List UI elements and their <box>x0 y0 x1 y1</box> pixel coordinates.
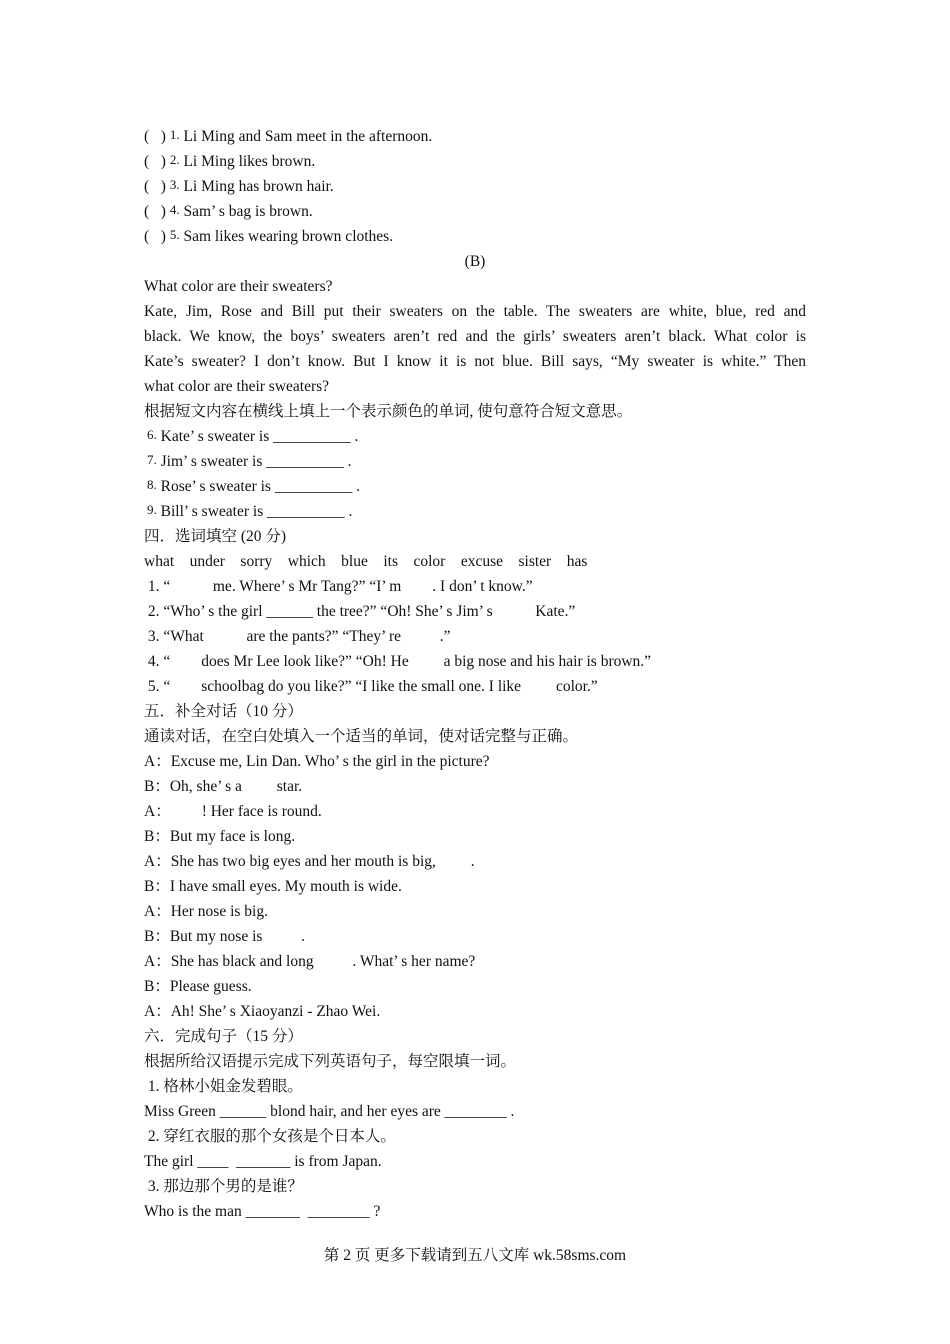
item-text: Sam’ s bag is brown. <box>183 203 313 220</box>
passage-line: Kate, Jim, Rose and Bill put their sweaters on the table. The sweaters are white, blue, red and <box>144 303 806 320</box>
passage-label: (B) <box>464 253 486 270</box>
dialogue-line: B：Please guess. <box>144 978 252 995</box>
fill-item <box>144 499 806 524</box>
tf-item <box>144 149 806 174</box>
section-instruction: 根据所给汉语提示完成下列英语句子，每空限填一词。 <box>144 1053 517 1070</box>
exercise-line: 3. 那边那个男的是谁？ <box>144 1178 303 1195</box>
dialogue-line: A：She has two big eyes and her mouth is big, . <box>144 853 475 870</box>
answer-paren: ( ) <box>144 128 166 145</box>
item-text: Li Ming has brown hair. <box>183 178 334 195</box>
item-number: 1. <box>169 127 180 142</box>
section-instruction: 通读对话，在空白处填入一个适当的单词，使对话完整与正确。 <box>144 728 579 745</box>
passage-title: What color are their sweaters? <box>144 278 333 295</box>
item-number: 3. <box>169 177 180 192</box>
tf-item <box>144 224 806 249</box>
tf-item <box>144 199 806 224</box>
exercise-line: Miss Green ______ blond hair, and her eyes are ________ . <box>144 1103 515 1120</box>
dialogue-line: A： ! Her face is round. <box>144 803 322 820</box>
document-page <box>144 124 806 1224</box>
item-number: 8. <box>147 477 157 492</box>
item-number: 7. <box>147 452 157 467</box>
exercise-line: 2. 穿红衣服的那个女孩是个日本人。 <box>144 1128 396 1145</box>
item-text: Li Ming likes brown. <box>183 153 316 170</box>
exercise-item: 3. “What are the pants?” “They’ re .” <box>144 628 451 645</box>
fill-item <box>144 449 806 474</box>
dialogue-line: A：Her nose is big. <box>144 903 268 920</box>
item-number: 4. <box>169 202 180 217</box>
dialogue-line: B：Oh, she’ s a star. <box>144 778 303 795</box>
item-number: 2. <box>169 152 180 167</box>
passage-instruction: 根据短文内容在横线上填上一个表示颜色的单词, 使句意符合短文意思。 <box>144 403 633 420</box>
dialogue-line: A：Ah! She’ s Xiaoyanzi - Zhao Wei. <box>144 1003 381 1020</box>
exercise-item: 5. “ schoolbag do you like?” “I like the small one. I like color.” <box>144 678 598 695</box>
exercise-item: 4. “ does Mr Lee look like?” “Oh! He a big nose and his hair is brown.” <box>144 653 652 670</box>
item-text: Sam likes wearing brown clothes. <box>183 228 394 245</box>
dialogue-line: A：She has black and long . What’ s her name? <box>144 953 476 970</box>
item-text: Rose’ s sweater is __________ . <box>160 478 361 495</box>
item-number: 5. <box>169 227 180 242</box>
exercise-line: 1. 格林小姐金发碧眼。 <box>144 1078 303 1095</box>
item-number: 9. <box>147 502 157 517</box>
item-text: Bill’ s sweater is __________ . <box>160 503 353 520</box>
answer-paren: ( ) <box>144 178 166 195</box>
fill-item <box>144 474 806 499</box>
exercise-line: Who is the man _______ ________ ? <box>144 1203 381 1220</box>
word-bank: what under sorry which blue its color excuse sister has <box>144 553 588 570</box>
exercise-item: 1. “ me. Where’ s Mr Tang?” “I’ m . I don’ t know.” <box>144 578 533 595</box>
page-footer: 第 2 页 更多下载请到五八文库 wk.58sms.com <box>323 1247 627 1264</box>
dialogue-line: A：Excuse me, Lin Dan. Who’ s the girl in the picture? <box>144 753 490 770</box>
fill-item <box>144 424 806 449</box>
section-heading: 六．完成句子（15 分） <box>144 1028 303 1045</box>
item-text: Li Ming and Sam meet in the afternoon. <box>183 128 433 145</box>
item-text: Kate’ s sweater is __________ . <box>160 428 359 445</box>
answer-paren: ( ) <box>144 228 166 245</box>
section-heading: 五．补全对话（10 分） <box>144 703 303 720</box>
exercise-line: The girl ____ _______ is from Japan. <box>144 1153 382 1170</box>
item-number: 6. <box>147 427 157 442</box>
dialogue-line: B：But my face is long. <box>144 828 296 845</box>
tf-item <box>144 124 806 149</box>
dialogue-line: B：But my nose is . <box>144 928 306 945</box>
passage-line: Kate’s sweater? I don’t know. But I know it is not blue. Bill says, “My sweater is white.” Then <box>144 353 806 370</box>
tf-item <box>144 174 806 199</box>
exercise-item: 2. “Who’ s the girl ______ the tree?” “Oh! She’ s Jim’ s Kate.” <box>144 603 576 620</box>
answer-paren: ( ) <box>144 153 166 170</box>
passage-line: what color are their sweaters? <box>144 378 330 395</box>
answer-paren: ( ) <box>144 203 166 220</box>
section-heading: 四．选词填空 (20 分) <box>144 528 287 545</box>
passage-line: black. We know, the boys’ sweaters aren’t red and the girls’ sweaters aren’t black. What color is <box>144 328 806 345</box>
dialogue-line: B：I have small eyes. My mouth is wide. <box>144 878 402 895</box>
item-text: Jim’ s sweater is __________ . <box>160 453 352 470</box>
